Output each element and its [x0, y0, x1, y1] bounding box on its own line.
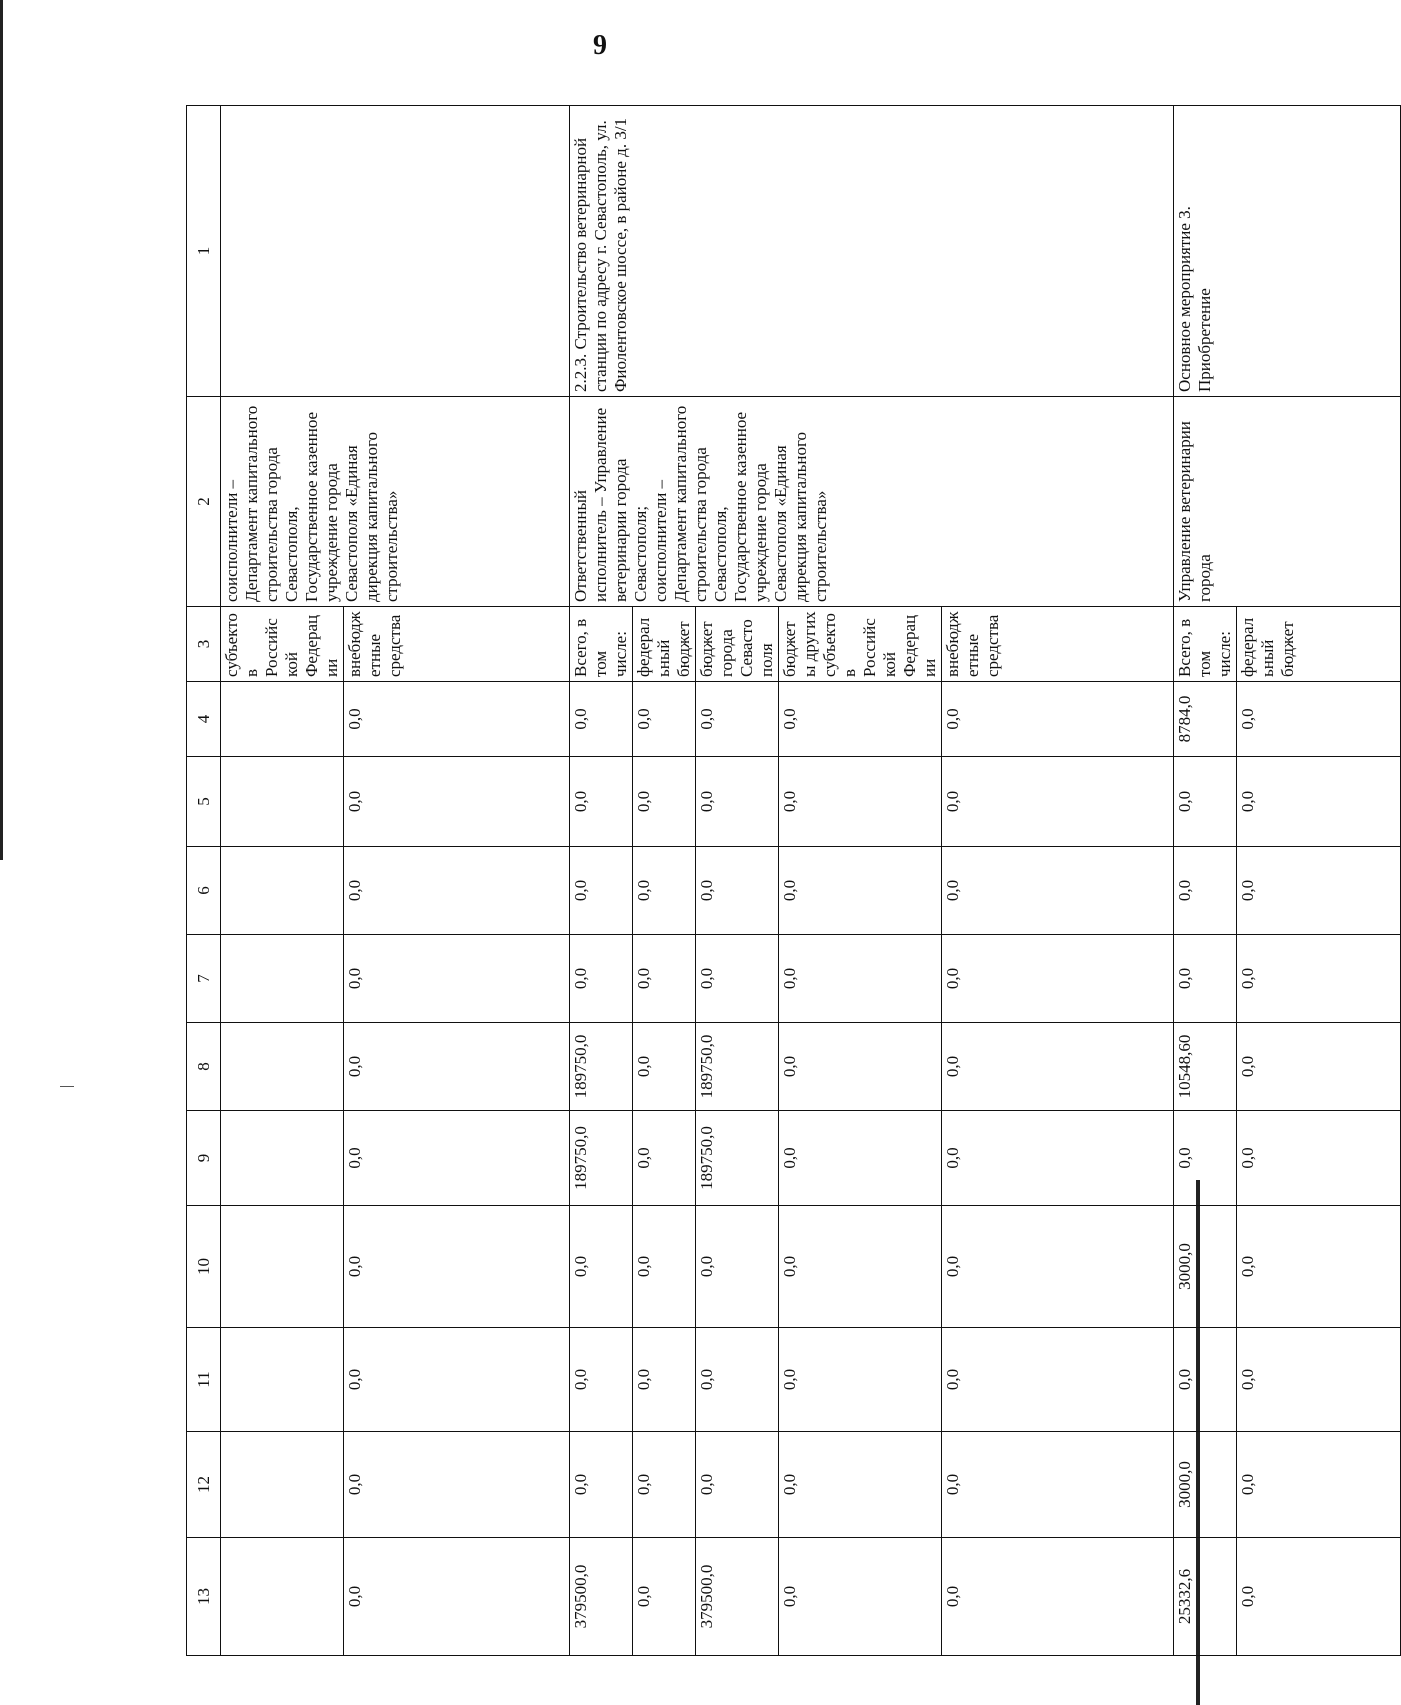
executor-cell: соисполнители – Департамент капитального строительства города Севастополя, Государственное казенное учреждение города Севастополя «Единая дирекция капитального строительства» — [221, 397, 570, 607]
value-cell: 0,0 — [344, 1023, 570, 1111]
header-cell: 4 — [187, 682, 221, 757]
value-cell: 0,0 — [344, 757, 570, 847]
header-cell: 9 — [187, 1111, 221, 1206]
value-cell: 3000,0 — [1174, 1432, 1237, 1538]
value-cell: 0,0 — [779, 1206, 942, 1328]
value-cell: 0,0 — [1237, 1111, 1401, 1206]
value-cell: 0,0 — [344, 1111, 570, 1206]
executor-cell: Управление ветеринарии города — [1174, 397, 1401, 607]
header-cell: 11 — [187, 1328, 221, 1432]
value-cell: 379500,0 — [570, 1538, 633, 1656]
value-cell: 0,0 — [1237, 1538, 1401, 1656]
value-cell: 0,0 — [570, 1432, 633, 1538]
funding-source-cell: внебюджетные средства — [344, 607, 570, 682]
value-cell — [221, 1023, 344, 1111]
measure-cell: 2.2.3. Строительство ветеринарной станции по адресу г. Севастополь, ул. Фиолентовское шоссе, в районе д. 3/1 — [570, 106, 1174, 397]
value-cell: 189750,0 — [696, 1111, 779, 1206]
value-cell: 0,0 — [344, 682, 570, 757]
value-cell: 0,0 — [696, 682, 779, 757]
value-cell: 0,0 — [1237, 935, 1401, 1023]
value-cell: 0,0 — [942, 1538, 1174, 1656]
value-cell: 0,0 — [696, 1206, 779, 1328]
header-cell: 3 — [187, 607, 221, 682]
funding-source-cell: бюджеты других субъектов Российской Федерации — [779, 607, 942, 682]
value-cell: 0,0 — [942, 1023, 1174, 1111]
value-cell: 0,0 — [1237, 1206, 1401, 1328]
value-cell: 0,0 — [1174, 1111, 1237, 1206]
funding-source-cell: внебюджетные средства — [942, 607, 1174, 682]
value-cell: 0,0 — [633, 847, 696, 935]
value-cell: 0,0 — [1174, 935, 1237, 1023]
value-cell: 0,0 — [779, 1023, 942, 1111]
value-cell: 0,0 — [942, 682, 1174, 757]
table-row — [570, 106, 633, 1656]
value-cell: 0,0 — [779, 935, 942, 1023]
value-cell: 0,0 — [1237, 1023, 1401, 1111]
value-cell: 0,0 — [779, 847, 942, 935]
value-cell: 0,0 — [942, 1432, 1174, 1538]
value-cell: 0,0 — [633, 1538, 696, 1656]
funding-source-cell: Всего, в том числе: — [1174, 607, 1237, 682]
budget-table — [186, 105, 1401, 1656]
value-cell: 0,0 — [344, 847, 570, 935]
measure-cell: Основное мероприятие 3. Приобретение — [1174, 106, 1401, 397]
value-cell: 0,0 — [696, 1432, 779, 1538]
value-cell: 3000,0 — [1174, 1206, 1237, 1328]
value-cell: 189750,0 — [570, 1023, 633, 1111]
value-cell — [221, 1206, 344, 1328]
funding-source-cell: Всего, в том числе: — [570, 607, 633, 682]
value-cell — [221, 682, 344, 757]
header-cell: 5 — [187, 757, 221, 847]
value-cell: 0,0 — [696, 847, 779, 935]
value-cell: 189750,0 — [570, 1111, 633, 1206]
value-cell — [221, 1432, 344, 1538]
header-cell: 13 — [187, 1538, 221, 1656]
scan-artifact — [60, 1086, 74, 1087]
value-cell: 379500,0 — [696, 1538, 779, 1656]
value-cell: 0,0 — [570, 847, 633, 935]
funding-source-cell: федеральный бюджет — [1237, 607, 1401, 682]
value-cell: 0,0 — [344, 1328, 570, 1432]
scan-edge-left — [0, 0, 3, 860]
value-cell: 0,0 — [1174, 847, 1237, 935]
value-cell — [221, 757, 344, 847]
value-cell: 0,0 — [1174, 1328, 1237, 1432]
value-cell: 0,0 — [942, 757, 1174, 847]
value-cell: 0,0 — [779, 1328, 942, 1432]
value-cell: 0,0 — [1237, 682, 1401, 757]
value-cell: 0,0 — [1174, 757, 1237, 847]
funding-source-cell: бюджет города Севастополя — [696, 607, 779, 682]
value-cell: 0,0 — [1237, 757, 1401, 847]
value-cell: 0,0 — [942, 1328, 1174, 1432]
value-cell: 0,0 — [779, 1538, 942, 1656]
value-cell: 8784,0 — [1174, 682, 1237, 757]
value-cell: 0,0 — [779, 1432, 942, 1538]
value-cell: 0,0 — [570, 935, 633, 1023]
value-cell: 0,0 — [633, 1111, 696, 1206]
header-row — [187, 106, 221, 1656]
executor-cell: Ответственный исполнитель – Управление ветеринарии города Севастополя; соисполнители – Департамент капитального строительства города Севастополя, Государственное казенное учреждение города Севастополя «Единая дирекция капитального строительства» — [570, 397, 1174, 607]
value-cell: 0,0 — [779, 757, 942, 847]
value-cell: 0,0 — [633, 1328, 696, 1432]
page-number: 9 — [593, 30, 607, 61]
value-cell: 0,0 — [942, 1111, 1174, 1206]
header-cell: 2 — [187, 397, 221, 607]
value-cell: 189750,0 — [696, 1023, 779, 1111]
value-cell — [221, 935, 344, 1023]
value-cell: 0,0 — [633, 1432, 696, 1538]
header-cell: 1 — [187, 106, 221, 397]
value-cell: 10548,60 — [1174, 1023, 1237, 1111]
header-cell: 8 — [187, 1023, 221, 1111]
value-cell — [221, 1111, 344, 1206]
value-cell — [221, 847, 344, 935]
value-cell: 0,0 — [942, 935, 1174, 1023]
value-cell: 0,0 — [1237, 1432, 1401, 1538]
table-row — [221, 106, 344, 1656]
value-cell: 0,0 — [633, 935, 696, 1023]
rotated-table-wrapper — [186, 106, 1297, 1656]
value-cell: 0,0 — [570, 1328, 633, 1432]
value-cell: 0,0 — [1237, 847, 1401, 935]
header-cell: 12 — [187, 1432, 221, 1538]
value-cell: 0,0 — [633, 1023, 696, 1111]
value-cell: 0,0 — [696, 1328, 779, 1432]
value-cell: 25332,6 — [1174, 1538, 1237, 1656]
value-cell: 0,0 — [696, 757, 779, 847]
value-cell: 0,0 — [633, 1206, 696, 1328]
value-cell: 0,0 — [1237, 1328, 1401, 1432]
value-cell: 0,0 — [570, 682, 633, 757]
value-cell: 0,0 — [633, 757, 696, 847]
header-cell: 7 — [187, 935, 221, 1023]
value-cell: 0,0 — [570, 757, 633, 847]
value-cell: 0,0 — [696, 935, 779, 1023]
value-cell: 0,0 — [633, 682, 696, 757]
header-cell: 6 — [187, 847, 221, 935]
measure-cell — [221, 106, 570, 397]
value-cell: 0,0 — [570, 1206, 633, 1328]
value-cell: 0,0 — [942, 1206, 1174, 1328]
funding-source-cell: субъектов Российской Федерации — [221, 607, 344, 682]
table-row — [1174, 106, 1237, 1656]
funding-source-cell: федеральный бюджет — [633, 607, 696, 682]
value-cell: 0,0 — [344, 1206, 570, 1328]
value-cell: 0,0 — [344, 935, 570, 1023]
value-cell: 0,0 — [344, 1432, 570, 1538]
value-cell — [221, 1538, 344, 1656]
value-cell: 0,0 — [779, 682, 942, 757]
value-cell — [221, 1328, 344, 1432]
value-cell: 0,0 — [942, 847, 1174, 935]
value-cell: 0,0 — [779, 1111, 942, 1206]
value-cell: 0,0 — [344, 1538, 570, 1656]
header-cell: 10 — [187, 1206, 221, 1328]
